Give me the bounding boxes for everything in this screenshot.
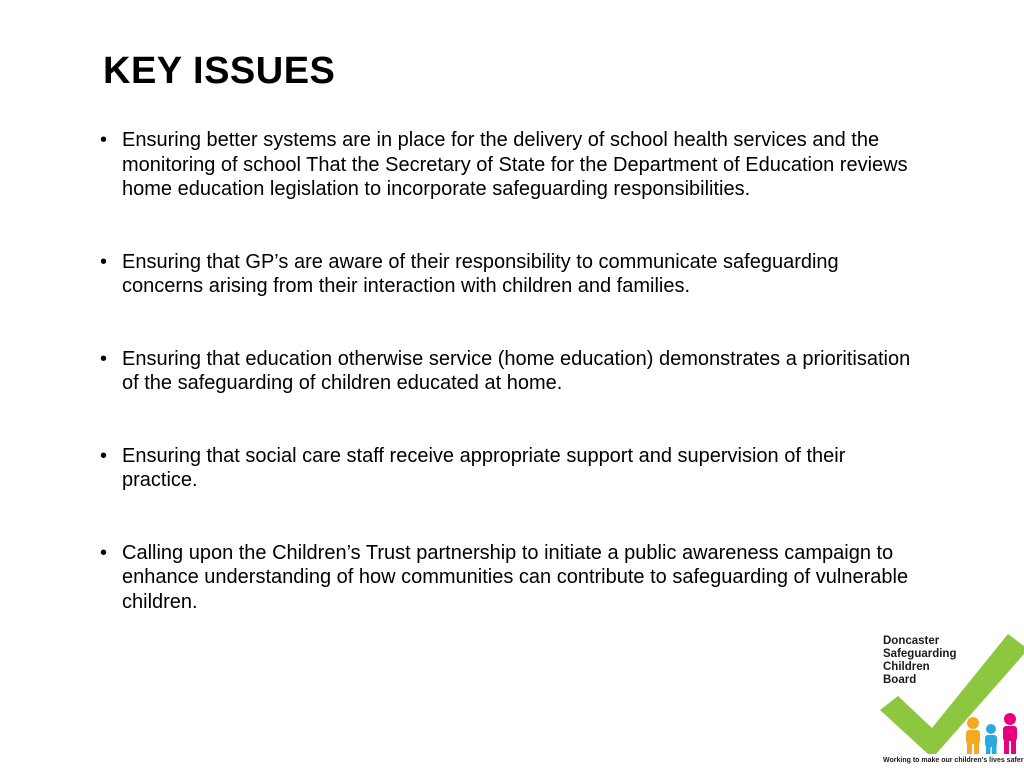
bullet-marker: • bbox=[100, 444, 108, 467]
logo-line: Doncaster bbox=[883, 635, 940, 647]
logo-tagline: Working to make our children's lives safer bbox=[883, 757, 1024, 764]
slide-title: KEY ISSUES bbox=[103, 50, 336, 92]
figure-pink-icon bbox=[1003, 713, 1017, 754]
bullet-text: Ensuring that social care staff receive appropriate support and supervision of their practice. bbox=[122, 444, 846, 491]
logo-line: Safeguarding bbox=[883, 648, 957, 660]
logo-wordmark bbox=[883, 635, 956, 687]
logo-line: Board bbox=[883, 674, 917, 686]
bullet-item bbox=[100, 347, 920, 396]
bullet-item bbox=[100, 541, 920, 615]
bullet-text: Ensuring better systems are in place for the delivery of school health services and the monitoring of school That the Secretary of State for the Department of Education reviews home education legislation to incorporate safeguarding responsibilities. bbox=[122, 129, 908, 200]
bullet-marker: • bbox=[100, 347, 108, 370]
bullet-item bbox=[100, 250, 920, 299]
bullet-text: Ensuring that GP’s are aware of their responsibility to communicate safeguarding concerns arising from their interaction with children and families. bbox=[122, 250, 839, 297]
bullet-text: Ensuring that education otherwise service (home education) demonstrates a prioritisation of the safeguarding of children educated at home. bbox=[122, 347, 911, 394]
bullet-item bbox=[100, 128, 920, 202]
bullet-text: Calling upon the Children’s Trust partnership to initiate a public awareness campaign to enhance understanding of how communities can contribute to safeguarding of vulnerable children. bbox=[122, 541, 909, 613]
logo-line: Children bbox=[883, 661, 930, 673]
safeguarding-board-logo bbox=[876, 628, 1024, 768]
figure-blue-icon bbox=[985, 724, 997, 754]
bullet-item bbox=[100, 444, 920, 493]
figure-orange-icon bbox=[966, 717, 980, 754]
bullet-marker: • bbox=[100, 250, 108, 273]
bullet-list bbox=[100, 128, 920, 662]
bullet-marker: • bbox=[100, 129, 108, 151]
bullet-marker: • bbox=[100, 541, 108, 564]
